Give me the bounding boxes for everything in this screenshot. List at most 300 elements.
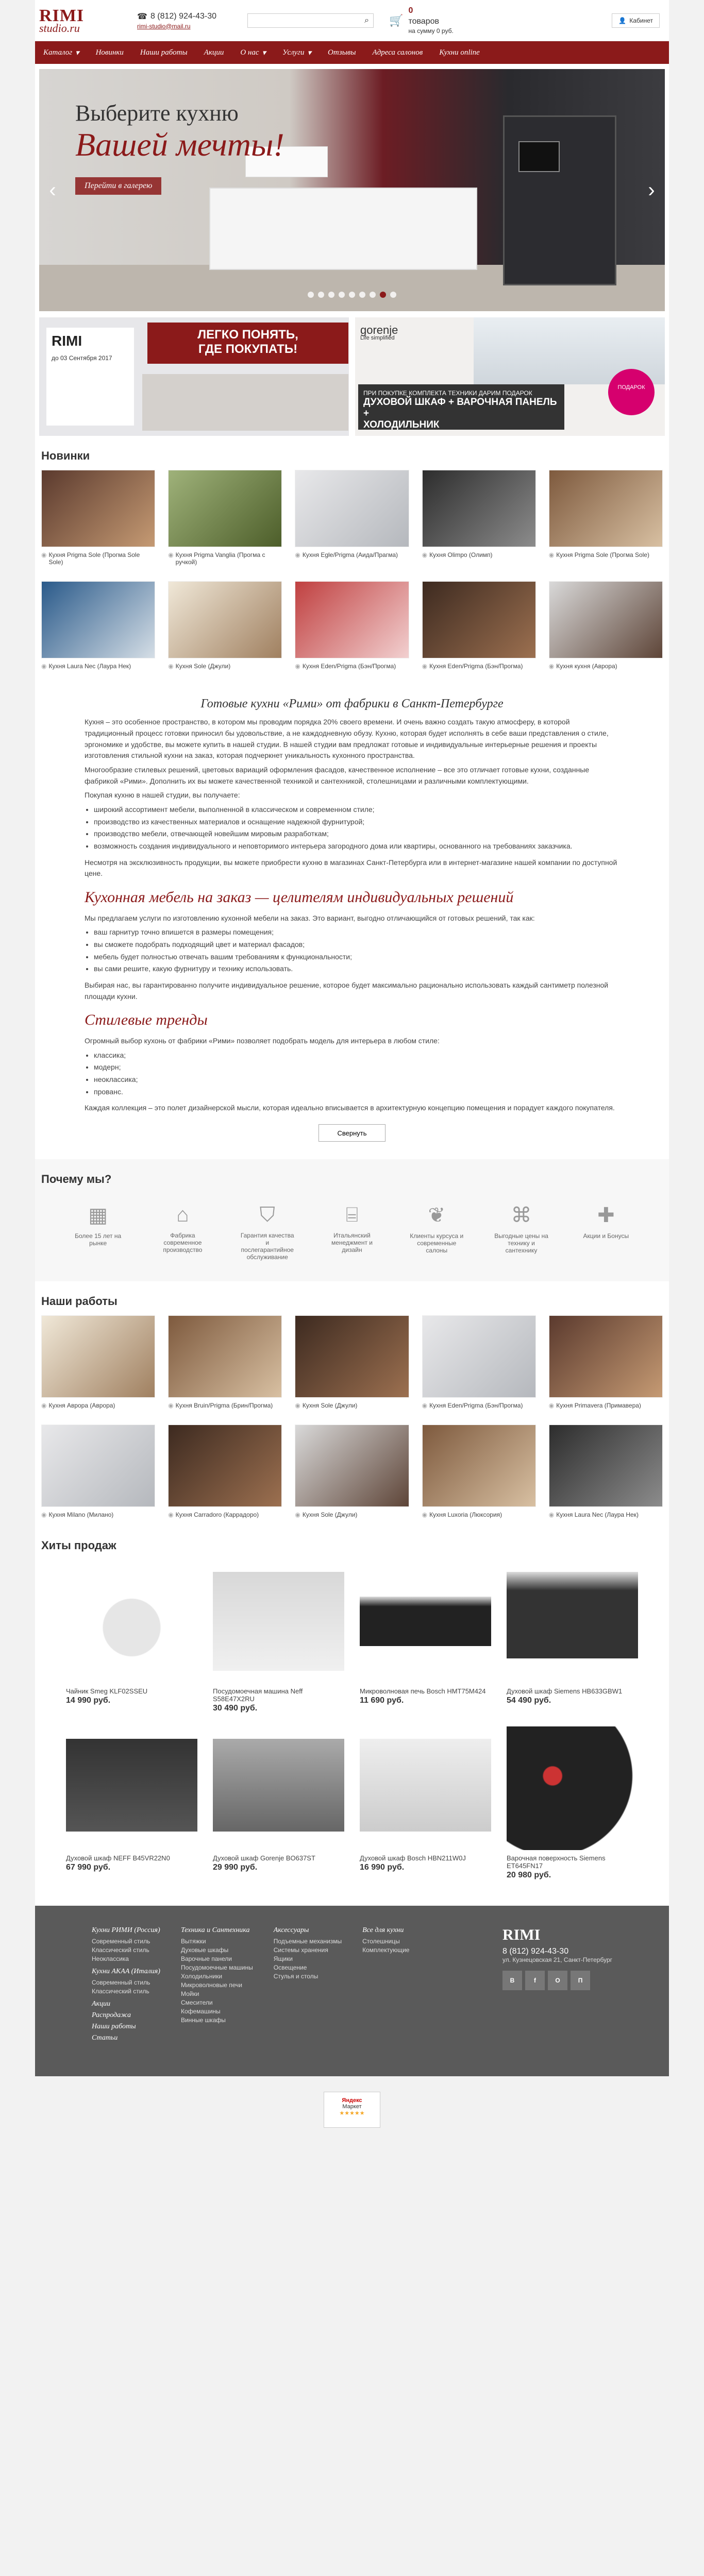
shield-icon: ⛉ [259, 1204, 275, 1227]
work-image[interactable] [549, 1315, 663, 1398]
works-section [35, 1281, 669, 1518]
banner-rimi-head2: ГДЕ ПОКУПАТЬ! [198, 342, 298, 356]
why-label: Фабрика современное производство [163, 1232, 203, 1254]
banner-rimi-head1: ЛЕГКО ПОНЯТЬ, [197, 328, 298, 342]
footer-link[interactable]: Духовые шкафы [180, 1946, 229, 1954]
promo-banners [39, 317, 665, 436]
list-item: • возможность создания индивидуального и неповторимого интерьера загородного дома или квартиры, основанного на требованиях заказчика. [94, 841, 619, 852]
camera-icon: ◉ [168, 551, 174, 558]
work-caption: Кухня Carradoro (Каррадоро) [175, 1511, 259, 1519]
work-caption: Кухня Sole (Джули) [302, 1511, 358, 1519]
footer-link[interactable]: Стулья и столы [273, 1973, 319, 1980]
work-card[interactable] [549, 1315, 663, 1409]
nav-news[interactable] [88, 48, 132, 57]
footer-link[interactable]: Посудомоечные машины [180, 1964, 253, 1972]
work-image[interactable] [168, 1425, 282, 1507]
product-image[interactable] [213, 1726, 344, 1850]
cart[interactable] [389, 6, 454, 35]
yandex-market-badge[interactable] [324, 2092, 380, 2128]
footer-heading[interactable]: Статьи [92, 2034, 118, 2042]
footer-heading[interactable]: Акции [92, 2000, 111, 2008]
camera-icon: ◉ [295, 1511, 300, 1519]
search-input[interactable] [261, 14, 364, 27]
article-heading-3: Стилевые тренды [85, 1011, 208, 1029]
nav-addresses[interactable] [364, 48, 431, 57]
hero-kitchen-island [209, 188, 477, 270]
site-header [35, 0, 669, 41]
footer-link[interactable]: Современный стиль [92, 1938, 150, 1945]
product-price: 20 980 руб. [507, 1871, 551, 1880]
yandex-label: Яндекс [342, 2097, 362, 2104]
market-label: Маркет [342, 2104, 362, 2110]
banner-rimi-label [46, 328, 134, 426]
why-item [493, 1204, 550, 1261]
product-price: 14 990 руб. [66, 1696, 111, 1705]
user-icon: 👤 [618, 16, 627, 24]
list-item: • вы сможете подобрать подходящий цвет и материал фасадов; [94, 939, 619, 951]
camera-icon: ◉ [295, 663, 300, 670]
product-name[interactable]: Чайник Smeg KLF02SSEU [66, 1687, 148, 1696]
news-caption: Кухня Prigma Vanglia (Прогма с ручкой) [175, 551, 265, 566]
footer-heading[interactable]: Техника и Сантехника [180, 1926, 250, 1935]
cart-sum: на сумму 0 руб. [408, 27, 454, 35]
why-item [70, 1204, 126, 1261]
column-icon: ⌸ [345, 1204, 358, 1227]
work-caption: Кухня Bruin/Prigma (Брин/Прогма) [175, 1402, 273, 1410]
work-card[interactable] [422, 1425, 536, 1518]
email-link[interactable]: rimi-studio@mail.ru [137, 22, 191, 30]
footer-link[interactable]: Кофемашины [180, 2008, 221, 2015]
why-item [408, 1204, 465, 1261]
vk-icon[interactable]: В [502, 1971, 522, 1990]
nav-reviews[interactable] [320, 48, 364, 57]
product-name[interactable]: Варочная поверхность Siemens ET645FN17 [507, 1854, 606, 1870]
camera-icon: ◉ [41, 1402, 47, 1410]
product-name[interactable]: Духовой шкаф NEFF B45VR22N0 [66, 1854, 170, 1862]
list-item: • производство из качественных материалов и оснащение надежной фурнитурой; [94, 817, 619, 828]
news-caption: Кухня Egle/Prigma (Аида/Прагма) [302, 551, 398, 558]
camera-icon: ◉ [422, 551, 428, 558]
article-heading-2: Кухонная мебель на заказ — целителям индивидуальных решений [85, 889, 514, 906]
list-item: • вы сами решите, какую фурнитуру и технику использовать. [94, 963, 619, 975]
work-card[interactable] [168, 1425, 282, 1518]
slider-dot[interactable] [318, 292, 324, 298]
news-card[interactable] [549, 470, 663, 566]
nav-online[interactable] [431, 48, 488, 57]
news-card[interactable] [549, 581, 663, 670]
product-card[interactable] [507, 1560, 638, 1713]
product-price: 29 990 руб. [213, 1863, 258, 1872]
why-item [324, 1204, 380, 1261]
article-list-2 [94, 927, 619, 975]
article-paragraph: Кухня – это особенное пространство, в котором мы проводим порядка 20% своего времени. И очень важно создать такую атмосферу, в которой традиционный процесс готовки приносил бы удовольствие, а не каждодневную обузу. Кухню, которая будет исполнять в себе ваши представления о стиле, эргономике и удобстве, вы можете купить в нашей студии. В нашей студии вам предложат готовые и индивидуальные интерьерные решения и проекты изготовления стильной кухни на заказ, которая подчеркнет уникальность кухонного пространства. [85, 718, 609, 760]
camera-icon: ◉ [548, 1402, 555, 1410]
footer-heading[interactable]: Наши работы [92, 2023, 136, 2031]
camera-icon: ◉ [422, 1402, 428, 1410]
product-image[interactable] [360, 1726, 491, 1850]
footer-contacts [502, 1926, 612, 2045]
slider-dots [308, 292, 396, 298]
camera-icon: ◉ [422, 663, 428, 670]
nav-works[interactable] [132, 48, 196, 57]
hero-line2: Вашей мечты! [75, 126, 284, 163]
article-heading-1: Готовые кухни «Рими» от фабрики в Санкт-Петербурге [200, 697, 504, 710]
camera-icon: ◉ [295, 551, 300, 558]
why-label: Акции и Бонусы [583, 1232, 629, 1240]
product-price: 54 490 руб. [507, 1696, 551, 1705]
product-price: 11 690 руб. [360, 1696, 404, 1705]
list-item: • неоклассика; [94, 1074, 619, 1086]
work-caption: Кухня Primavera (Примавера) [556, 1402, 641, 1410]
product-card[interactable] [213, 1726, 344, 1880]
news-card[interactable] [295, 581, 409, 670]
nav-label: Адреса салонов [372, 48, 423, 57]
news-image[interactable] [549, 470, 663, 547]
nav-label: Отзывы [328, 48, 356, 57]
footer-link[interactable]: Мойки [180, 1990, 199, 1998]
footer-link[interactable]: Системы хранения [273, 1946, 328, 1954]
cart-goods: товаров [408, 16, 439, 26]
facebook-icon[interactable]: f [525, 1971, 545, 1990]
list-item: • широкий ассортимент мебели, выполненной в классическом и современном стиле; [94, 804, 619, 816]
news-image[interactable] [422, 581, 536, 658]
work-image[interactable] [422, 1425, 536, 1507]
product-name[interactable]: Посудомоечная машина Neff S58E47X2RU [213, 1687, 303, 1703]
nav-label: Акции [204, 48, 224, 57]
contacts [137, 11, 216, 30]
news-image[interactable] [41, 581, 155, 658]
footer-heading[interactable]: Аксессуары [273, 1926, 309, 1935]
list-item: • модерн; [94, 1062, 619, 1073]
banner-gorenje-big2: ХОЛОДИЛЬНИК [363, 419, 440, 430]
work-image[interactable] [295, 1315, 409, 1398]
banner-rimi-brand: RIMI [52, 333, 82, 349]
banner-rimi[interactable] [39, 317, 349, 436]
news-card[interactable] [41, 470, 155, 566]
work-card[interactable] [41, 1315, 155, 1409]
slider-dot[interactable] [370, 292, 376, 298]
work-card[interactable] [295, 1425, 409, 1518]
work-image[interactable] [41, 1315, 155, 1398]
camera-icon: ◉ [41, 663, 47, 670]
news-title: Новинки [41, 449, 90, 462]
product-image[interactable] [66, 1726, 197, 1850]
list-item: • мебель будет полностью отвечать вашим требованиям к функциональности; [94, 952, 619, 963]
camera-icon: ◉ [295, 1402, 300, 1410]
footer-link[interactable]: Подъемные механизмы [273, 1938, 342, 1945]
search-box [247, 13, 374, 28]
nav-label: Каталог [43, 48, 73, 57]
product-name[interactable]: Духовой шкаф Gorenje BO637ST [213, 1854, 315, 1862]
pinterest-icon[interactable]: П [571, 1971, 590, 1990]
slider-dot[interactable] [308, 292, 314, 298]
cabinet-button[interactable] [612, 13, 660, 28]
why-label: Гарантия качества и послегарантийное обслуживание [240, 1232, 294, 1261]
work-caption: Кухня Luxoria (Люксория) [429, 1511, 502, 1519]
footer-logo[interactable]: RIMI [502, 1926, 541, 1944]
product-price: 16 990 руб. [360, 1863, 405, 1872]
news-image[interactable] [295, 581, 409, 658]
hero-slider [39, 69, 665, 311]
work-card[interactable] [295, 1315, 409, 1409]
search-icon[interactable]: ⌕ [364, 15, 370, 25]
hero-oven [518, 141, 560, 172]
slider-dot[interactable] [359, 292, 365, 298]
nav-label: Новинки [95, 48, 124, 57]
slider-dot-active[interactable] [380, 292, 386, 298]
article-list-1 [94, 804, 619, 852]
banner-gorenje[interactable] [355, 317, 665, 436]
collapse-button[interactable]: Свернуть [319, 1124, 385, 1142]
news-card[interactable] [295, 470, 409, 566]
camera-icon: ◉ [548, 1511, 555, 1519]
works-grid [35, 1315, 669, 1518]
works-title: Наши работы [41, 1295, 118, 1308]
calendar-icon: ▦ [88, 1204, 108, 1227]
why-label: Итальянский менеджмент и дизайн [331, 1232, 373, 1254]
footer-link[interactable]: Микроволновые печи [180, 1981, 242, 1989]
news-card[interactable] [422, 581, 536, 670]
banner-gorenje-gift-badge: ПОДАРОК [608, 369, 655, 415]
news-caption: Кухня Olimpo (Олимп) [429, 551, 493, 558]
article-paragraph: Многообразие стилевых решений, цветовых вариаций оформления фасадов, качественное исполнение – все это отличает готовые кухни, созданные фабрикой «Рими». Дополнить их вы можете качественной техникой и сантехникой, столешницами и различными комплектующими. [85, 765, 590, 785]
footer-col-kitchens [92, 1926, 160, 2045]
footer-address: ул. Кузнецовская 21, Санкт-Петербург [502, 1956, 612, 1964]
banner-gorenje-offer [358, 384, 564, 430]
work-card[interactable] [168, 1315, 282, 1409]
logo-top: RIMI [39, 6, 85, 25]
cabinet-label: Кабинет [629, 16, 653, 24]
camera-icon: ◉ [548, 663, 555, 670]
news-card[interactable] [41, 581, 155, 670]
product-name[interactable]: Духовой шкаф Siemens HB633GBW1 [507, 1687, 623, 1696]
work-caption: Кухня Аврора (Аврора) [48, 1402, 115, 1410]
footer-heading[interactable]: Кухни AKAA (Италия) [92, 1968, 160, 1976]
why-us [35, 1159, 669, 1281]
footer-link[interactable]: Современный стиль [92, 1979, 150, 1987]
page-bottom [0, 2076, 704, 2148]
why-label: Клиенты курсуса и современные салоны [410, 1232, 464, 1255]
footer-col-all [362, 1926, 409, 2045]
footer-link[interactable]: Классический стиль [92, 1946, 149, 1954]
odnoklassniki-icon[interactable]: О [548, 1971, 567, 1990]
list-item: • классика; [94, 1050, 619, 1061]
work-card[interactable] [41, 1425, 155, 1518]
list-item: • производство мебели, отвечающей новейшим мировым разработкам; [94, 828, 619, 840]
nav-label: Услуги [282, 48, 305, 57]
tag-icon: ⌘ [511, 1204, 532, 1227]
phone[interactable] [137, 11, 216, 22]
slider-dot[interactable] [390, 292, 396, 298]
article-paragraph: Мы предлагаем услуги по изготовлению кухонной мебели на заказ. Это вариант, выгодно отличающийся от готовых решений, так как: [85, 913, 535, 922]
site-footer [35, 1906, 669, 2076]
footer-heading[interactable]: Все для кухни [362, 1926, 404, 1935]
work-card[interactable] [549, 1425, 663, 1518]
work-image[interactable] [422, 1315, 536, 1398]
banner-gorenje-brand: gorenje [360, 324, 398, 336]
phone-number: 8 (812) 924-43-30 [150, 11, 217, 21]
work-caption: Кухня Milano (Милано) [48, 1511, 114, 1519]
product-image[interactable] [213, 1560, 344, 1683]
article-paragraph: Огромный выбор кухонь от фабрики «Рими» позволяет подобрать модель для интерьера в любом стиле: [85, 1036, 440, 1045]
why-item [154, 1204, 211, 1261]
news-image[interactable] [295, 470, 409, 547]
product-image[interactable] [507, 1726, 638, 1850]
banner-gorenje-tag: Life simplified [360, 335, 395, 341]
nav-label: Наши работы [140, 48, 188, 57]
hero-cta-button[interactable]: Перейти в галерею [75, 177, 161, 195]
nav-label: О нас [240, 48, 259, 57]
news-caption: Кухня Prigma Sole (Прогма Sole Sole) [48, 551, 140, 566]
banner-rimi-building [142, 374, 348, 431]
nav-catalog[interactable] [35, 48, 88, 58]
seo-article [35, 670, 669, 1142]
slider-dot[interactable] [328, 292, 334, 298]
camera-icon: ◉ [41, 1511, 47, 1519]
news-caption: Кухня Prigma Sole (Прогма Sole) [556, 551, 650, 558]
cart-icon: 🛒 [389, 13, 404, 27]
product-name[interactable]: Духовой шкаф Bosch HBN211W0J [360, 1854, 466, 1862]
news-image[interactable] [168, 470, 282, 547]
footer-link[interactable]: Винные шкафы [180, 2016, 226, 2024]
camera-icon: ◉ [422, 1511, 428, 1519]
cart-summary [408, 6, 453, 35]
product-card[interactable] [360, 1726, 491, 1880]
social-links [502, 1971, 612, 1990]
news-caption: Кухня кухня (Аврора) [556, 663, 617, 670]
why-item [239, 1204, 296, 1261]
footer-link[interactable]: Холодильники [180, 1973, 223, 1980]
article-paragraph: Выбирая нас, вы гарантированно получите индивидуальное решение, которое будет максимально рационально использовать каждый сантиметр полезной площади кухни. [85, 981, 609, 1001]
hits-grid [35, 1560, 669, 1880]
product-image[interactable] [66, 1560, 197, 1683]
list-item: • прованс. [94, 1087, 619, 1098]
work-image[interactable] [549, 1425, 663, 1507]
nav-label: Кухни online [439, 48, 480, 57]
news-image[interactable] [41, 470, 155, 547]
factory-icon: ⌂ [176, 1204, 189, 1227]
why-label: Более 15 лет на рынке [75, 1232, 122, 1247]
product-name[interactable]: Микроволновая печь Bosch HMT75M424 [360, 1687, 486, 1696]
slider-next-icon[interactable]: › [648, 178, 655, 201]
work-image[interactable] [168, 1315, 282, 1398]
slider-dot[interactable] [339, 292, 345, 298]
why-label: Выгодные цены на технику и сантехнику [494, 1232, 548, 1255]
news-caption: Кухня Eden/Prigma (Бэн/Прогма) [429, 663, 523, 670]
footer-heading[interactable]: Распродажа [92, 2011, 131, 2020]
gift-icon: ✚ [597, 1204, 615, 1227]
why-items [35, 1193, 669, 1261]
leaf-icon: ❦ [428, 1204, 446, 1227]
product-card[interactable] [213, 1560, 344, 1713]
work-caption: Кухня Sole (Джули) [302, 1402, 358, 1410]
slider-dot[interactable] [349, 292, 355, 298]
news-card[interactable] [168, 581, 282, 670]
nav-promos[interactable] [196, 48, 232, 57]
logo[interactable] [39, 7, 96, 34]
main-nav [35, 41, 669, 64]
news-image[interactable] [168, 581, 282, 658]
nav-services[interactable] [274, 48, 320, 58]
banner-gorenje-small: ПРИ ПОКУПКЕ КОМПЛЕКТА ТЕХНИКИ ДАРИМ ПОДАРОК [363, 389, 532, 397]
article-paragraph: Несмотря на эксклюзивность продукции, вы можете приобрести кухню в магазинах Санкт-Петербурга или в интернет-магазине нашей компании по доступной цене. [85, 858, 617, 878]
footer-link[interactable]: Освещение [273, 1964, 307, 1972]
camera-icon: ◉ [168, 663, 174, 670]
article-list-3 [94, 1050, 619, 1098]
footer-link[interactable]: Вытяжки [180, 1938, 206, 1945]
news-card[interactable] [422, 470, 536, 566]
product-card[interactable] [360, 1560, 491, 1713]
cart-count: 0 [408, 6, 413, 15]
work-image[interactable] [41, 1425, 155, 1507]
hits-title: Хиты продаж [41, 1539, 116, 1552]
product-card[interactable] [66, 1726, 197, 1880]
camera-icon: ◉ [168, 1511, 174, 1519]
work-image[interactable] [295, 1425, 409, 1507]
news-caption: Кухня Sole (Джули) [175, 663, 231, 670]
logo-bottom: studio.ru [39, 21, 80, 35]
product-price: 67 990 руб. [66, 1863, 111, 1872]
article-paragraph: Каждая коллекция – это полет дизайнерской мысли, которая идеально вписывается в архитектурную концепцию помещения и порадует каждого покупателя. [85, 1104, 615, 1112]
product-price: 30 490 руб. [213, 1704, 258, 1713]
news-caption: Кухня Eden/Prigma (Бэн/Прогма) [302, 663, 396, 670]
footer-link[interactable]: Классический стиль [92, 1988, 149, 1995]
camera-icon: ◉ [548, 551, 555, 558]
news-image[interactable] [549, 581, 663, 658]
footer-link[interactable]: Столешницы [362, 1938, 400, 1945]
banner-rimi-heading [147, 323, 348, 364]
news-card[interactable] [168, 470, 282, 566]
footer-phone[interactable]: 8 (812) 924-43-30 [502, 1947, 569, 1956]
phone-icon: ☎ [137, 12, 147, 21]
footer-link[interactable]: Комплектующие [362, 1946, 410, 1954]
work-caption: Кухня Eden/Prigma (Бэн/Прогма) [429, 1402, 523, 1410]
page [35, 0, 669, 2076]
work-card[interactable] [422, 1315, 536, 1409]
footer-link[interactable]: Неоклассика [92, 1955, 129, 1963]
camera-icon: ◉ [168, 1402, 174, 1410]
product-image[interactable] [507, 1560, 638, 1683]
why-title: Почему мы? [41, 1173, 112, 1186]
footer-col-appliances [181, 1926, 253, 2045]
work-caption: Кухня Laura Nec (Лаура Нек) [556, 1511, 639, 1519]
list-item: • ваш гарнитур точно впишется в размеры помещения; [94, 927, 619, 938]
rating-stars: ★★★★★ [339, 2110, 365, 2117]
chevron-down-icon: ▾ [307, 48, 311, 57]
article-paragraph: Покупая кухню в нашей студии, вы получаете: [85, 791, 240, 800]
product-image[interactable] [360, 1560, 491, 1683]
news-caption: Кухня Laura Nec (Лаура Нек) [48, 663, 131, 670]
footer-link[interactable]: Ящики [273, 1955, 293, 1963]
news-image[interactable] [422, 470, 536, 547]
slider-prev-icon[interactable]: ‹ [49, 178, 56, 201]
footer-heading[interactable]: Кухни РИМИ (Россия) [92, 1926, 160, 1935]
footer-link[interactable]: Смесители [180, 1999, 213, 2007]
banner-rimi-date: до 03 Сентября 2017 [52, 354, 112, 362]
footer-col-accessories [274, 1926, 342, 2045]
bestsellers-section [35, 1518, 669, 1880]
nav-about[interactable] [232, 48, 274, 58]
footer-link[interactable]: Варочные панели [180, 1955, 232, 1963]
product-card[interactable] [507, 1726, 638, 1880]
hero-line1: Выберите кухню [75, 100, 239, 126]
banner-gorenje-big1: ДУХОВОЙ ШКАФ + ВАРОЧНАЯ ПАНЕЛЬ + [363, 397, 557, 419]
camera-icon: ◉ [41, 551, 47, 558]
chevron-down-icon: ▾ [75, 48, 79, 57]
chevron-down-icon: ▾ [262, 48, 266, 57]
product-card[interactable] [66, 1560, 197, 1713]
news-grid [35, 470, 669, 670]
